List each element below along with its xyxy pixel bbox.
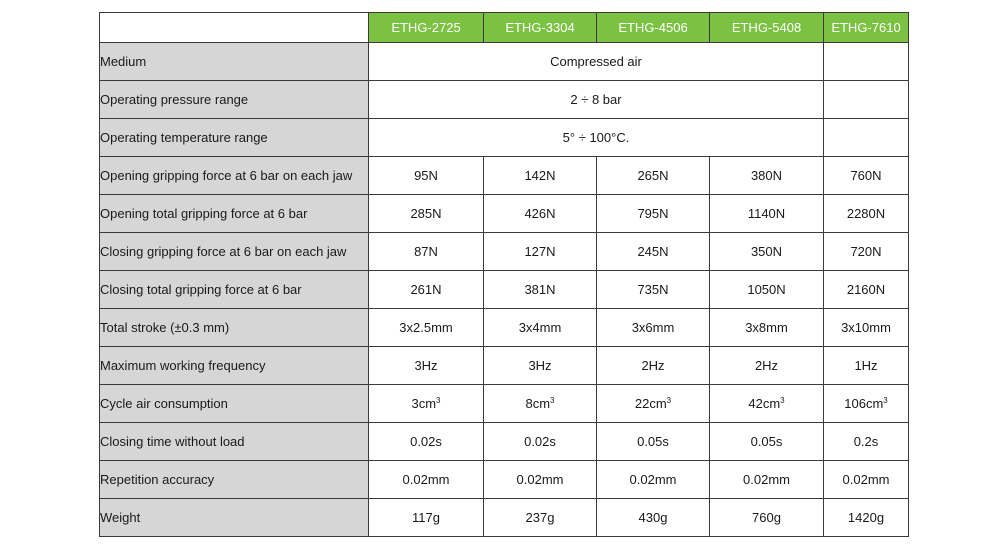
exponent: 3 [666, 396, 672, 405]
row-label: Closing total gripping force at 6 bar [100, 271, 369, 309]
value-cell: 87N [369, 233, 484, 271]
value-cell: 245N [597, 233, 710, 271]
table-row [100, 347, 909, 385]
row-label: Total stroke (±0.3 mm) [100, 309, 369, 347]
value-cell: 127N [484, 233, 597, 271]
value-cell: 0.2s [824, 423, 909, 461]
table-row [100, 309, 909, 347]
value-cell: 795N [597, 195, 710, 233]
value-cell: 285N [369, 195, 484, 233]
exponent: 3 [883, 396, 888, 405]
table-row [100, 461, 909, 499]
table-row [100, 385, 909, 423]
value-text: 42cm [748, 396, 781, 411]
value-cell: 237g [484, 499, 597, 537]
value-cell: 3x4mm [484, 309, 597, 347]
value-cell: 0.02mm [710, 461, 824, 499]
empty-cell [824, 43, 909, 81]
value-cell: 2Hz [597, 347, 710, 385]
value-text: 8cm [525, 396, 551, 411]
value-cell: 430g [597, 499, 710, 537]
value-cell: 0.02mm [824, 461, 909, 499]
model-header: ETHG-5408 [710, 13, 824, 43]
table-row [100, 119, 909, 157]
value-cell: 380N [710, 157, 824, 195]
model-header: ETHG-3304 [484, 13, 597, 43]
value-cell: 0.02mm [484, 461, 597, 499]
empty-cell [824, 81, 909, 119]
merged-value-cell: 5° ÷ 100°C. [369, 119, 824, 157]
value-cell: 2160N [824, 271, 909, 309]
model-header: ETHG-2725 [369, 13, 484, 43]
value-cell: 2280N [824, 195, 909, 233]
exponent: 3 [780, 396, 785, 405]
value-cell: 0.02s [484, 423, 597, 461]
value-text: 106cm [844, 396, 884, 411]
value-cell: 0.05s [597, 423, 710, 461]
value-cell: 735N [597, 271, 710, 309]
value-cell: 117g [369, 499, 484, 537]
table-row [100, 43, 909, 81]
row-label: Weight [100, 499, 369, 537]
header-row [100, 13, 909, 43]
value-cell: 3Hz [484, 347, 597, 385]
value-cell: 2Hz [710, 347, 824, 385]
value-cell: 3x2.5mm [369, 309, 484, 347]
row-label: Repetition accuracy [100, 461, 369, 499]
value-cell: 760N [824, 157, 909, 195]
value-text: 3cm [411, 396, 437, 411]
row-label: Opening total gripping force at 6 bar [100, 195, 369, 233]
value-cell [369, 385, 484, 423]
row-label: Operating temperature range [100, 119, 369, 157]
model-header: ETHG-7610 [824, 13, 909, 43]
value-cell: 720N [824, 233, 909, 271]
value-cell: 350N [710, 233, 824, 271]
row-label: Maximum working frequency [100, 347, 369, 385]
table-row [100, 233, 909, 271]
value-cell: 142N [484, 157, 597, 195]
row-label: Closing time without load [100, 423, 369, 461]
value-cell: 1050N [710, 271, 824, 309]
header-blank-cell [100, 13, 369, 43]
value-cell: 3x6mm [597, 309, 710, 347]
value-cell: 261N [369, 271, 484, 309]
row-label: Opening gripping force at 6 bar on each jaw [100, 157, 369, 195]
row-label: Cycle air consumption [100, 385, 369, 423]
value-cell [597, 385, 710, 423]
value-cell: 3x10mm [824, 309, 909, 347]
merged-value-cell: 2 ÷ 8 bar [369, 81, 824, 119]
value-cell: 265N [597, 157, 710, 195]
value-cell: 0.02s [369, 423, 484, 461]
value-cell: 1Hz [824, 347, 909, 385]
table-row [100, 499, 909, 537]
value-cell: 381N [484, 271, 597, 309]
row-label: Operating pressure range [100, 81, 369, 119]
value-cell: 1140N [710, 195, 824, 233]
table-row [100, 271, 909, 309]
value-cell: 0.02mm [369, 461, 484, 499]
value-cell: 3Hz [369, 347, 484, 385]
value-cell: 3x8mm [710, 309, 824, 347]
value-cell [484, 385, 597, 423]
merged-value-cell: Compressed air [369, 43, 824, 81]
specifications-table [99, 12, 909, 537]
value-cell: 0.05s [710, 423, 824, 461]
row-label: Medium [100, 43, 369, 81]
value-cell: 0.02mm [597, 461, 710, 499]
model-header: ETHG-4506 [597, 13, 710, 43]
row-label: Closing gripping force at 6 bar on each jaw [100, 233, 369, 271]
exponent: 3 [436, 396, 441, 405]
value-text: 22cm [634, 396, 667, 411]
value-cell: 760g [710, 499, 824, 537]
value-cell [824, 385, 909, 423]
table-row [100, 195, 909, 233]
table-row [100, 423, 909, 461]
exponent: 3 [550, 396, 555, 405]
table-row [100, 157, 909, 195]
empty-cell [824, 119, 909, 157]
value-cell: 1420g [824, 499, 909, 537]
value-cell: 95N [369, 157, 484, 195]
value-cell: 426N [484, 195, 597, 233]
value-cell [710, 385, 824, 423]
table-row [100, 81, 909, 119]
